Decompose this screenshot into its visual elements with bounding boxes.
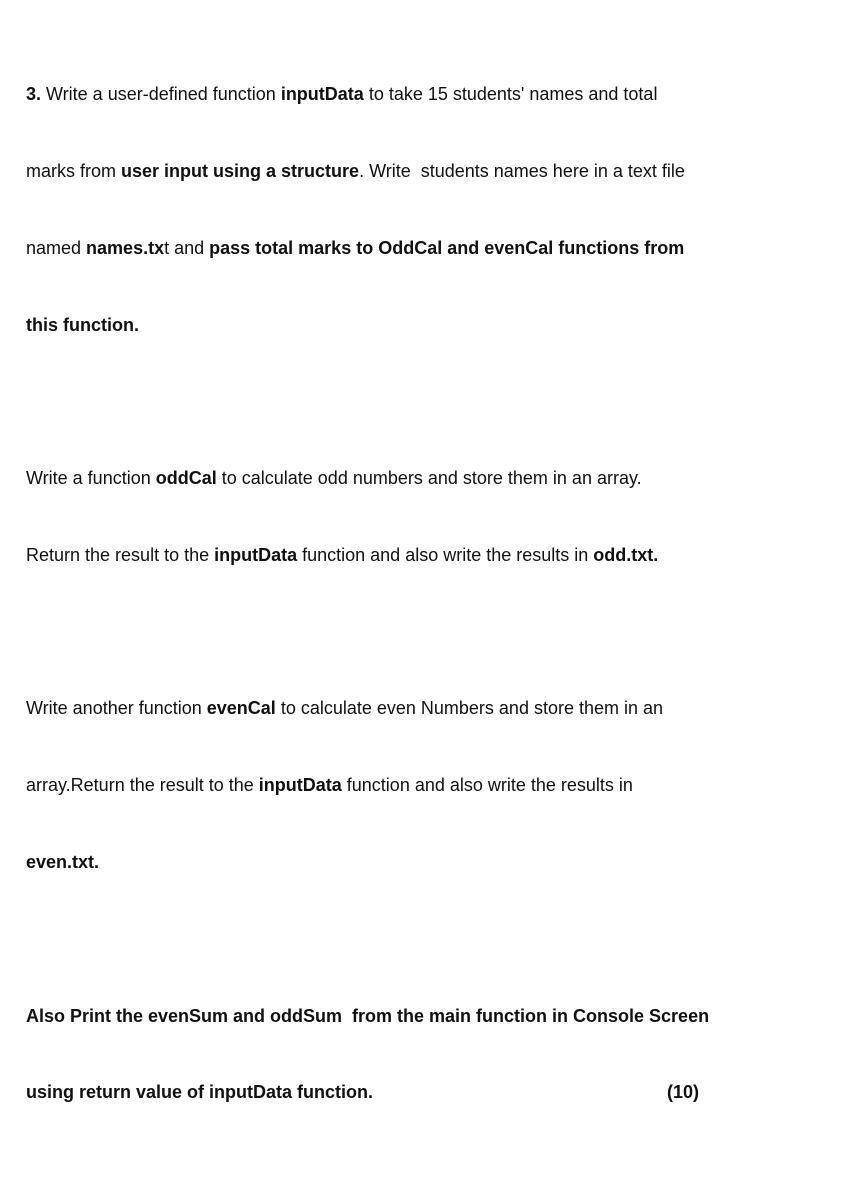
function-name-inputdata: inputData (258, 775, 342, 796)
marks-label: (10) (666, 1082, 699, 1103)
filename-names: names.tx (86, 237, 165, 258)
filename-even: even.txt. (26, 852, 100, 872)
text-line: 3. Write a user-defined function inputData to take 15 students' names and total (26, 84, 658, 105)
paragraph-oddcal (26, 415, 746, 620)
emphasis-text: Also Print the evenSum and oddSum from the main function in Console Screen (26, 1005, 710, 1026)
text-line: Write a function oddCal to calculate odd numbers and store them in an array. (26, 468, 642, 489)
text-line (26, 850, 746, 876)
text-line: array.Return the result to the inputData function and also write the results in (26, 775, 633, 796)
function-name-evencal: evenCal (206, 698, 276, 719)
text-line: named names.txt and pass total marks to OddCal and evenCal functions from (26, 237, 685, 258)
function-name-oddcal: oddCal (155, 468, 217, 489)
text-line: Write another function evenCal to calculate even Numbers and store them in an (26, 698, 664, 719)
paragraph-evencal (26, 645, 746, 927)
emphasis-text: user input using a structure (121, 160, 360, 181)
emphasis-text: pass total marks to OddCal and evenCal functions from (209, 237, 685, 258)
emphasis-text: this function. (26, 314, 139, 335)
filename-odd: odd.txt. (593, 544, 659, 565)
question-number: 3. (26, 84, 42, 105)
function-name-inputdata: inputData (214, 544, 298, 565)
text-line: marks from user input using a structure. Write students names here in a text file (26, 160, 685, 181)
text-line (26, 1080, 746, 1106)
document-page (26, 31, 746, 1183)
text-line (26, 1004, 746, 1030)
text-line: Return the result to the inputData function and also write the results in odd.txt. (26, 544, 659, 565)
function-name-inputdata: inputData (280, 84, 364, 105)
paragraph-task-description (26, 31, 746, 389)
emphasis-text: using return value of inputData function. (26, 1082, 374, 1103)
paragraph-print-sums (26, 952, 746, 1157)
text-line (26, 313, 746, 339)
